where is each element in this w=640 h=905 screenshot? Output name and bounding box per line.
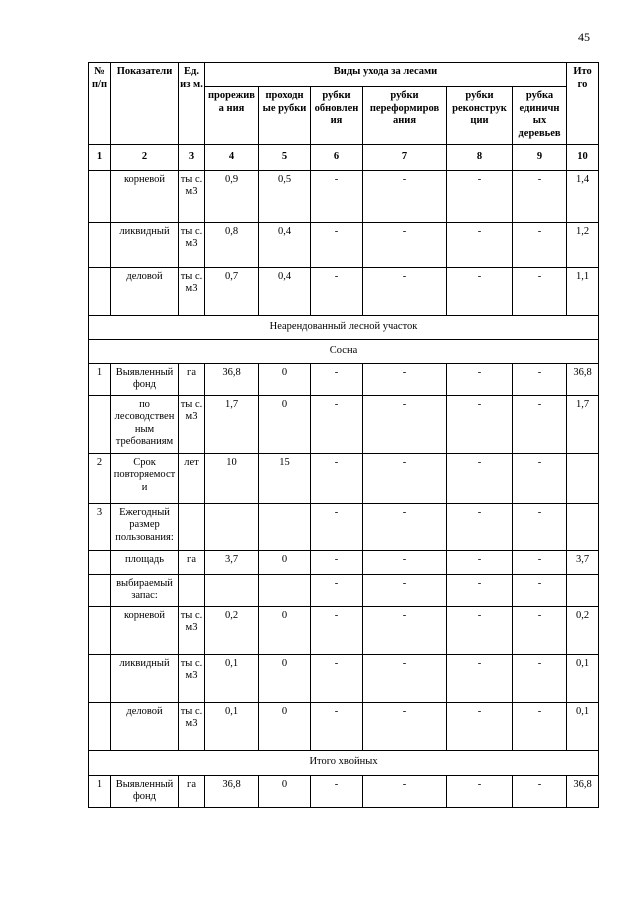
indicator-name: площадь — [111, 550, 179, 574]
total-cell: 0,1 — [567, 654, 599, 702]
row-number — [89, 702, 111, 750]
value-cell: - — [363, 453, 447, 503]
unit — [179, 574, 205, 606]
unit — [179, 503, 205, 550]
table-row — [89, 222, 599, 267]
value-cell: 0,5 — [259, 170, 311, 222]
value-cell: 0 — [259, 363, 311, 395]
value-cell: 3,7 — [205, 550, 259, 574]
value-cell: - — [363, 395, 447, 453]
total-cell: 1,7 — [567, 395, 599, 453]
value-cell: - — [513, 503, 567, 550]
row-number: 1 — [89, 363, 111, 395]
total-cell: 0,1 — [567, 702, 599, 750]
row-number — [89, 574, 111, 606]
value-cell: 0,4 — [259, 267, 311, 315]
table-row — [89, 503, 599, 550]
column-numbers-row — [89, 145, 599, 171]
value-cell: - — [363, 702, 447, 750]
unit: ты с. м3 — [179, 654, 205, 702]
value-cell: 0 — [259, 550, 311, 574]
value-cell: - — [311, 702, 363, 750]
value-cell: - — [513, 550, 567, 574]
row-number — [89, 222, 111, 267]
header-reformation-cuttings: рубки переформиров ания — [363, 87, 447, 145]
table-row — [89, 363, 599, 395]
value-cell: 0,1 — [205, 702, 259, 750]
value-cell: 0,7 — [205, 267, 259, 315]
header-total: Ито го — [567, 63, 599, 145]
indicator-name: Срок повторяемост и — [111, 453, 179, 503]
value-cell: 0,8 — [205, 222, 259, 267]
section-row — [89, 750, 599, 775]
total-cell: 3,7 — [567, 550, 599, 574]
total-cell: 1,1 — [567, 267, 599, 315]
table-row — [89, 606, 599, 654]
value-cell — [205, 574, 259, 606]
indicator-name: Выявленный фонд — [111, 363, 179, 395]
value-cell: - — [311, 550, 363, 574]
value-cell: 0,2 — [205, 606, 259, 654]
value-cell: - — [447, 222, 513, 267]
section-title: Сосна — [89, 339, 599, 363]
total-cell — [567, 503, 599, 550]
total-cell — [567, 453, 599, 503]
indicator-name: выбираемый запас: — [111, 574, 179, 606]
header-no: № п/п — [89, 63, 111, 145]
value-cell: - — [447, 702, 513, 750]
value-cell: - — [311, 363, 363, 395]
value-cell: - — [447, 574, 513, 606]
value-cell: - — [311, 606, 363, 654]
value-cell: 0,1 — [205, 654, 259, 702]
column-number: 10 — [567, 145, 599, 171]
value-cell: - — [363, 574, 447, 606]
value-cell: - — [447, 267, 513, 315]
total-cell: 36,8 — [567, 363, 599, 395]
value-cell: 0,4 — [259, 222, 311, 267]
value-cell: - — [311, 453, 363, 503]
unit: лет — [179, 453, 205, 503]
column-number: 4 — [205, 145, 259, 171]
value-cell: - — [363, 550, 447, 574]
value-cell: - — [447, 363, 513, 395]
row-number — [89, 606, 111, 654]
value-cell: - — [311, 267, 363, 315]
value-cell: - — [513, 453, 567, 503]
column-number: 5 — [259, 145, 311, 171]
value-cell: - — [311, 775, 363, 807]
unit: ты с. м3 — [179, 267, 205, 315]
value-cell: 15 — [259, 453, 311, 503]
unit: га — [179, 363, 205, 395]
value-cell: - — [363, 654, 447, 702]
section-row — [89, 315, 599, 339]
indicator-name: деловой — [111, 702, 179, 750]
page-number: 45 — [578, 30, 590, 44]
value-cell: - — [513, 267, 567, 315]
value-cell: 0,9 — [205, 170, 259, 222]
unit: ты с. м3 — [179, 606, 205, 654]
column-number: 9 — [513, 145, 567, 171]
value-cell: - — [513, 222, 567, 267]
unit: ты с. м3 — [179, 395, 205, 453]
header-renewal-cuttings: рубки обновлен ия — [311, 87, 363, 145]
value-cell: - — [311, 395, 363, 453]
header-reconstruction-cuttings: рубки реконструк ции — [447, 87, 513, 145]
value-cell: - — [513, 606, 567, 654]
value-cell: - — [447, 395, 513, 453]
value-cell: - — [311, 654, 363, 702]
total-cell: 1,4 — [567, 170, 599, 222]
column-number: 1 — [89, 145, 111, 171]
value-cell — [259, 574, 311, 606]
header-thinning: прорежива ния — [205, 87, 259, 145]
header-passage-cuttings: проходн ые рубки — [259, 87, 311, 145]
section-row — [89, 339, 599, 363]
indicator-name: деловой — [111, 267, 179, 315]
column-number: 2 — [111, 145, 179, 171]
value-cell: - — [513, 654, 567, 702]
value-cell: - — [513, 363, 567, 395]
section-title: Итого хвойных — [89, 750, 599, 775]
header-care-types: Виды ухода за лесами — [205, 63, 567, 87]
value-cell: - — [513, 170, 567, 222]
table-row — [89, 453, 599, 503]
value-cell: - — [447, 503, 513, 550]
table-row — [89, 574, 599, 606]
value-cell: - — [363, 170, 447, 222]
value-cell: - — [363, 606, 447, 654]
indicator-name: ликвидный — [111, 654, 179, 702]
value-cell: 36,8 — [205, 363, 259, 395]
value-cell: 0 — [259, 606, 311, 654]
column-number: 6 — [311, 145, 363, 171]
value-cell: 0 — [259, 702, 311, 750]
table-row — [89, 654, 599, 702]
value-cell: 36,8 — [205, 775, 259, 807]
total-cell: 1,2 — [567, 222, 599, 267]
indicator-name: ликвидный — [111, 222, 179, 267]
table-row — [89, 775, 599, 807]
table-row — [89, 702, 599, 750]
total-cell — [567, 574, 599, 606]
value-cell — [205, 503, 259, 550]
value-cell: - — [311, 170, 363, 222]
row-number — [89, 395, 111, 453]
table-row — [89, 395, 599, 453]
value-cell: - — [513, 702, 567, 750]
value-cell: 1,7 — [205, 395, 259, 453]
value-cell: 0 — [259, 775, 311, 807]
value-cell: 0 — [259, 395, 311, 453]
value-cell: - — [447, 550, 513, 574]
value-cell: - — [447, 606, 513, 654]
value-cell: - — [363, 503, 447, 550]
unit: ты с. м3 — [179, 702, 205, 750]
value-cell: - — [311, 503, 363, 550]
total-cell: 0,2 — [567, 606, 599, 654]
row-number — [89, 550, 111, 574]
row-number: 1 — [89, 775, 111, 807]
header-indicator: Показатели — [111, 63, 179, 145]
value-cell: - — [513, 775, 567, 807]
table-row — [89, 170, 599, 222]
value-cell: 10 — [205, 453, 259, 503]
value-cell: - — [311, 222, 363, 267]
value-cell: - — [447, 775, 513, 807]
value-cell: - — [513, 574, 567, 606]
value-cell: - — [363, 222, 447, 267]
value-cell: - — [363, 775, 447, 807]
table-row — [89, 550, 599, 574]
value-cell: - — [363, 267, 447, 315]
value-cell — [259, 503, 311, 550]
row-number — [89, 654, 111, 702]
indicator-name: Ежегодный размер пользования: — [111, 503, 179, 550]
forest-care-table — [88, 62, 599, 808]
row-number — [89, 170, 111, 222]
row-number: 2 — [89, 453, 111, 503]
value-cell: - — [447, 453, 513, 503]
value-cell: - — [447, 170, 513, 222]
unit: га — [179, 550, 205, 574]
value-cell: - — [447, 654, 513, 702]
column-number: 8 — [447, 145, 513, 171]
value-cell: 0 — [259, 654, 311, 702]
unit: ты с. м3 — [179, 222, 205, 267]
row-number: 3 — [89, 503, 111, 550]
table-row — [89, 267, 599, 315]
value-cell: - — [513, 395, 567, 453]
header-single-tree-cutting: рубка единичн ых деревьев — [513, 87, 567, 145]
section-title: Неарендованный лесной участок — [89, 315, 599, 339]
indicator-name: по лесоводствен ным требованиям — [111, 395, 179, 453]
header-unit: Ед. из м. — [179, 63, 205, 145]
indicator-name: Выявленный фонд — [111, 775, 179, 807]
unit: ты с. м3 — [179, 170, 205, 222]
value-cell: - — [363, 363, 447, 395]
value-cell: - — [311, 574, 363, 606]
row-number — [89, 267, 111, 315]
column-number: 3 — [179, 145, 205, 171]
column-number: 7 — [363, 145, 447, 171]
indicator-name: корневой — [111, 170, 179, 222]
total-cell: 36,8 — [567, 775, 599, 807]
unit: га — [179, 775, 205, 807]
indicator-name: корневой — [111, 606, 179, 654]
